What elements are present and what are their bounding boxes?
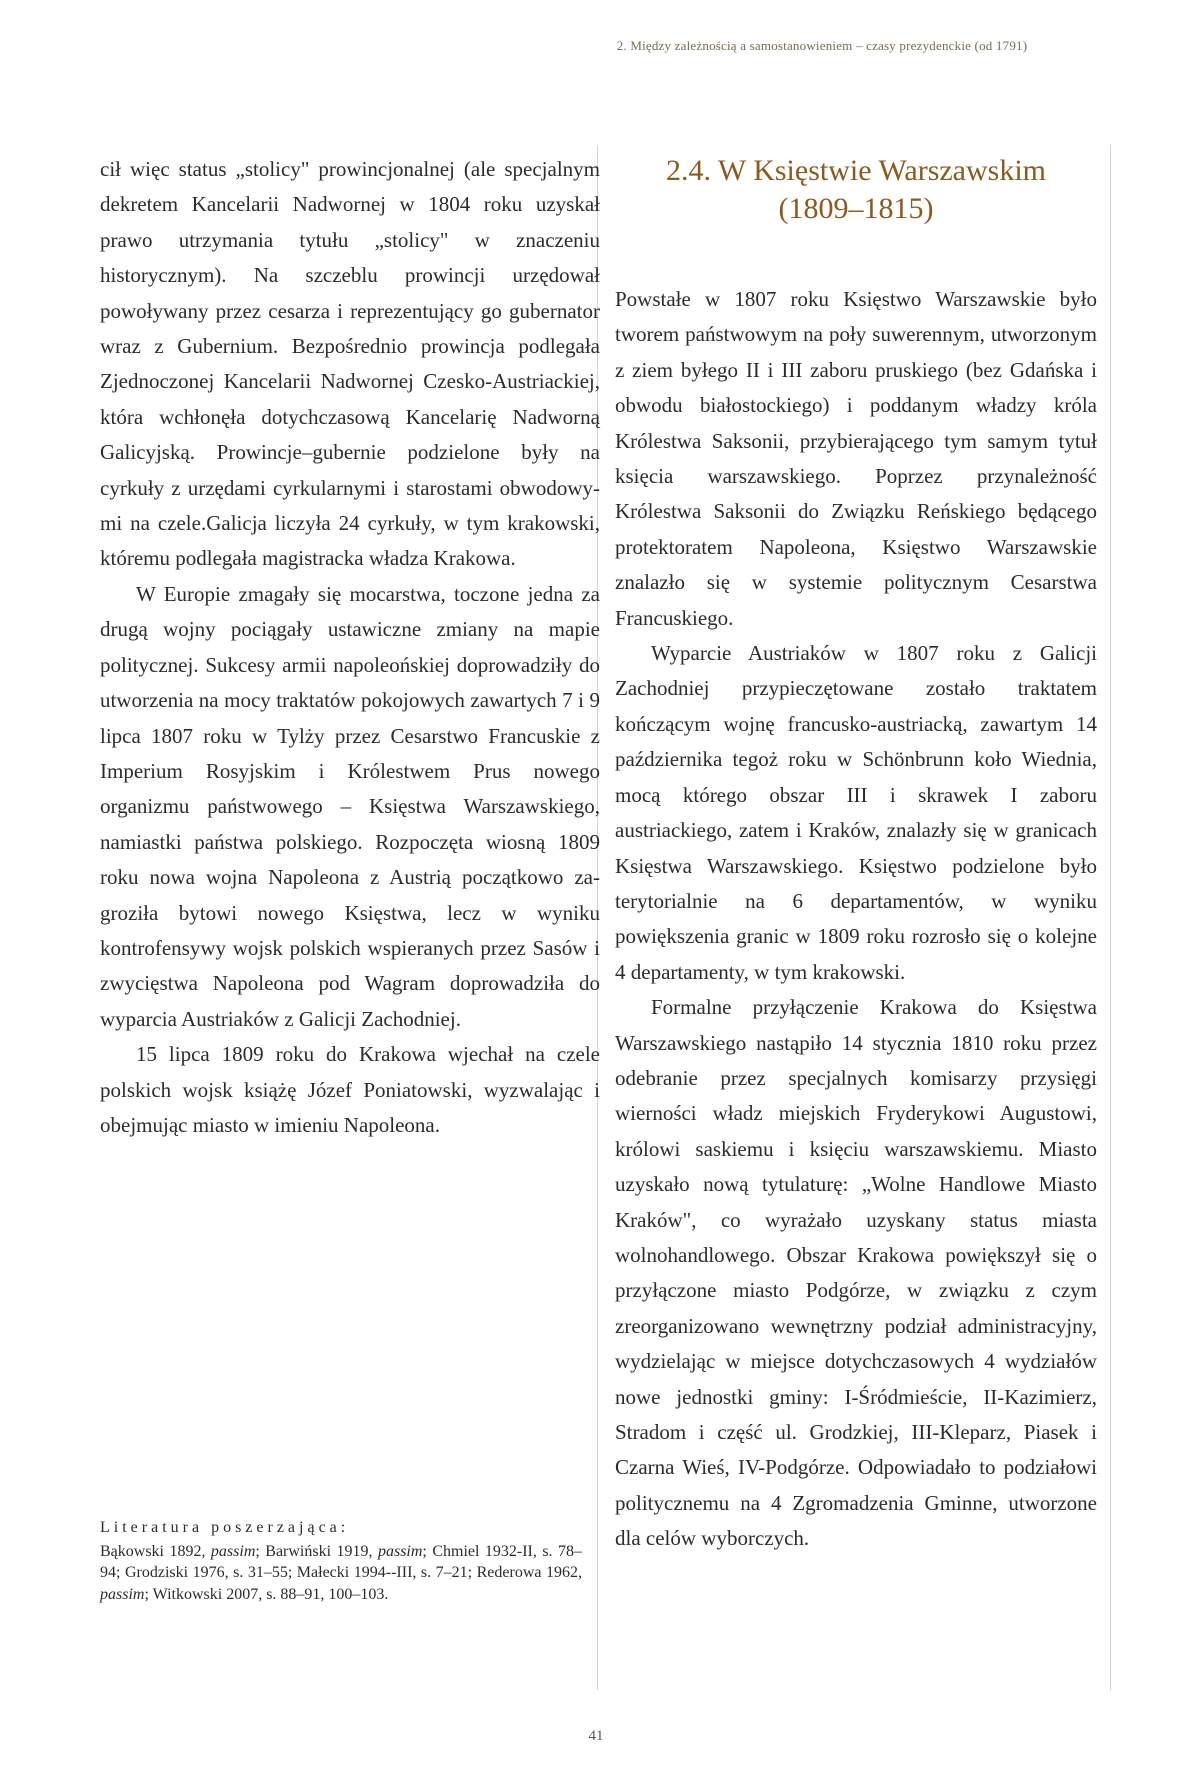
reading-text: ; Barwiński 1919,	[255, 1542, 378, 1560]
right-paragraph-3: Formalne przyłączenie Krakowa do Księstwa Warszawskiego nastąpiło 14 stycznia 1810 roku przez odebranie przez specjalnych komisarzy przysięgi wierności władz miejskich Fryderykowi Augustowi, królowi saskiemu i księciu warszawskiemu. Miasto uzyskało nową tytulaturę: „Wolne Handlowe Miasto Kraków", co wyrażało uzyskany status miasta wolnohandlowego. Obszar Krakowa powiększył się o przyłączone miasto Podgórze, w związku z czym zreorganizowano wewnętrzny podział administracyjny, wydzielając w miejsce dotychczasowych 4 wydziałów nowe jednostki gminy: I-Śródmieście, II-Kazimierz, Stradom i część ul. Grodzkiej, III-Kleparz, Piasek i Czarna Wieś, IV-Podgórze. Odpowiadało to podziałowi politycznemu na 4 Zgromadzenia Gminne, utworzone dla celów wyborczych.	[615, 995, 1097, 1551]
right-column	[615, 152, 1097, 1697]
reading-text: Bąkowski 1892,	[100, 1542, 211, 1560]
section-heading-line-2: (1809–1815)	[778, 192, 934, 225]
further-reading-title: Literatura poszerzająca:	[100, 1519, 350, 1536]
section-heading	[615, 152, 1097, 228]
reading-passim: passim	[377, 1542, 423, 1560]
section-heading-line-1: 2.4. W Księstwie Warszawskim	[665, 154, 1047, 187]
reading-text: ; Witkowski 2007, s. 88–91, 100–103.	[144, 1585, 389, 1603]
further-reading-list	[100, 1541, 582, 1606]
reading-passim: passim	[210, 1542, 256, 1560]
right-paragraph-1: Powstałe w 1807 roku Księstwo Warszawskie było tworem państwowym na poły suwerennym, utworzonym z ziem byłego II i III zaboru pruskiego (bez Gdańska i obwodu białostockiego) i poddanym władzy króla Królestwa Saksonii, przybierającego tym samym tytuł księcia warszawskiego. Poprzez przynależność Królestwa Saksonii do Związku Reńskiego będącego protektoratem Napoleona, Księstwo Warszawskie znalazło się w systemie politycznym Cesarstwa Francuskiego.	[615, 287, 1097, 630]
running-header	[0, 38, 1192, 54]
running-title: 2. Między zależnością a samostanowieniem – czasy prezydenckie (od 1791)	[616, 38, 1028, 53]
right-paragraph-2: Wyparcie Austriaków w 1807 roku z Galicji Zachodniej przypieczętowane zostało traktatem kończącym wojnę francusko-austriacką, zawartym 14 października tegoż roku w Schönbrunn koło Wiednia, mocą którego obszar III i skrawek I zaboru austriackiego, zatem i Kraków, znalazły się w granicach Księstwa Warszawskiego. Księstwo podzielone było terytorialnie na 6 departamentów, w wyniku powiększenia granic w 1809 roku rozrosło się o kolejne 4 departamenty, w tym krakowski.	[615, 641, 1097, 984]
left-column	[100, 152, 600, 1697]
left-paragraph-2: W Europie zmagały się mocarstwa, toczone jedna za drugą wojny pociągały ustawiczne zmiany na mapie politycznej. Sukcesy armii napoleońskiej doprowadziły do utworzenia na mocy traktatów pokojowych zawartych 7 i 9 lipca 1807 roku w Tylży przez Cesarstwo Francuskie z Imperium Rosyjskim i Królestwem Prus nowego organizmu państwowego – Księstwa Warszawskiego, namiastki państwa polskiego. Rozpoczęta wiosną 1809 roku nowa wojna Napoleona z Austrią początkowo zagroziła bytowi nowego Księstwa, lecz w wyniku kontrofensywy wojsk polskich wspieranych przez Sasów i zwycięstwa Napoleona pod Wagram doprowadziła do wyparcia Austriaków z Galicji Zachodniej.	[100, 581, 600, 1031]
page-number-text: 41	[588, 1728, 604, 1744]
reading-passim: passim	[100, 1585, 145, 1603]
column-rule-right	[1110, 145, 1111, 1690]
left-paragraph-3: 15 lipca 1809 roku do Krakowa wjechał na czele polskich wojsk książę Józef Poniatowski, wyzwalając i obejmując miasto w imieniu Napoleona.	[100, 1042, 600, 1137]
left-paragraph-1: cił więc status „stolicy" prowincjonalnej (ale specjalnym dekretem Kancelarii Nadwornej w 1804 roku uzyskał prawo utrzymania tytułu „stolicy" w znaczeniu historycznym). Na szczeblu prowincji urzędował powoływany przez cesarza i reprezentujący go gubernator wraz z Gubernium. Bezpośrednio prowincja podlegała Zjednoczonej Kancelarii Nadwornej Czesko-Austriackiej, która wchłonęła dotychczasową Kancelarię Nadworną Galicyjską. Prowincje–gubernie podzielone były na cyrkuły z urzędami cyrkularnymi i starostami obwodowymi na czele.Galicja liczyła 24 cyrkuły, w tym krakowski, któremu podlegała magistracka władza Krakowa.	[100, 157, 600, 571]
reading-text: ; Chmiel 1932-II, s. 78–94; Grodziski 1976, s. 31–55; Małecki 1994--III, s. 7–21; Rederowa 1962,	[100, 1542, 583, 1581]
further-reading	[100, 1517, 582, 1605]
page-number	[0, 1728, 1192, 1745]
